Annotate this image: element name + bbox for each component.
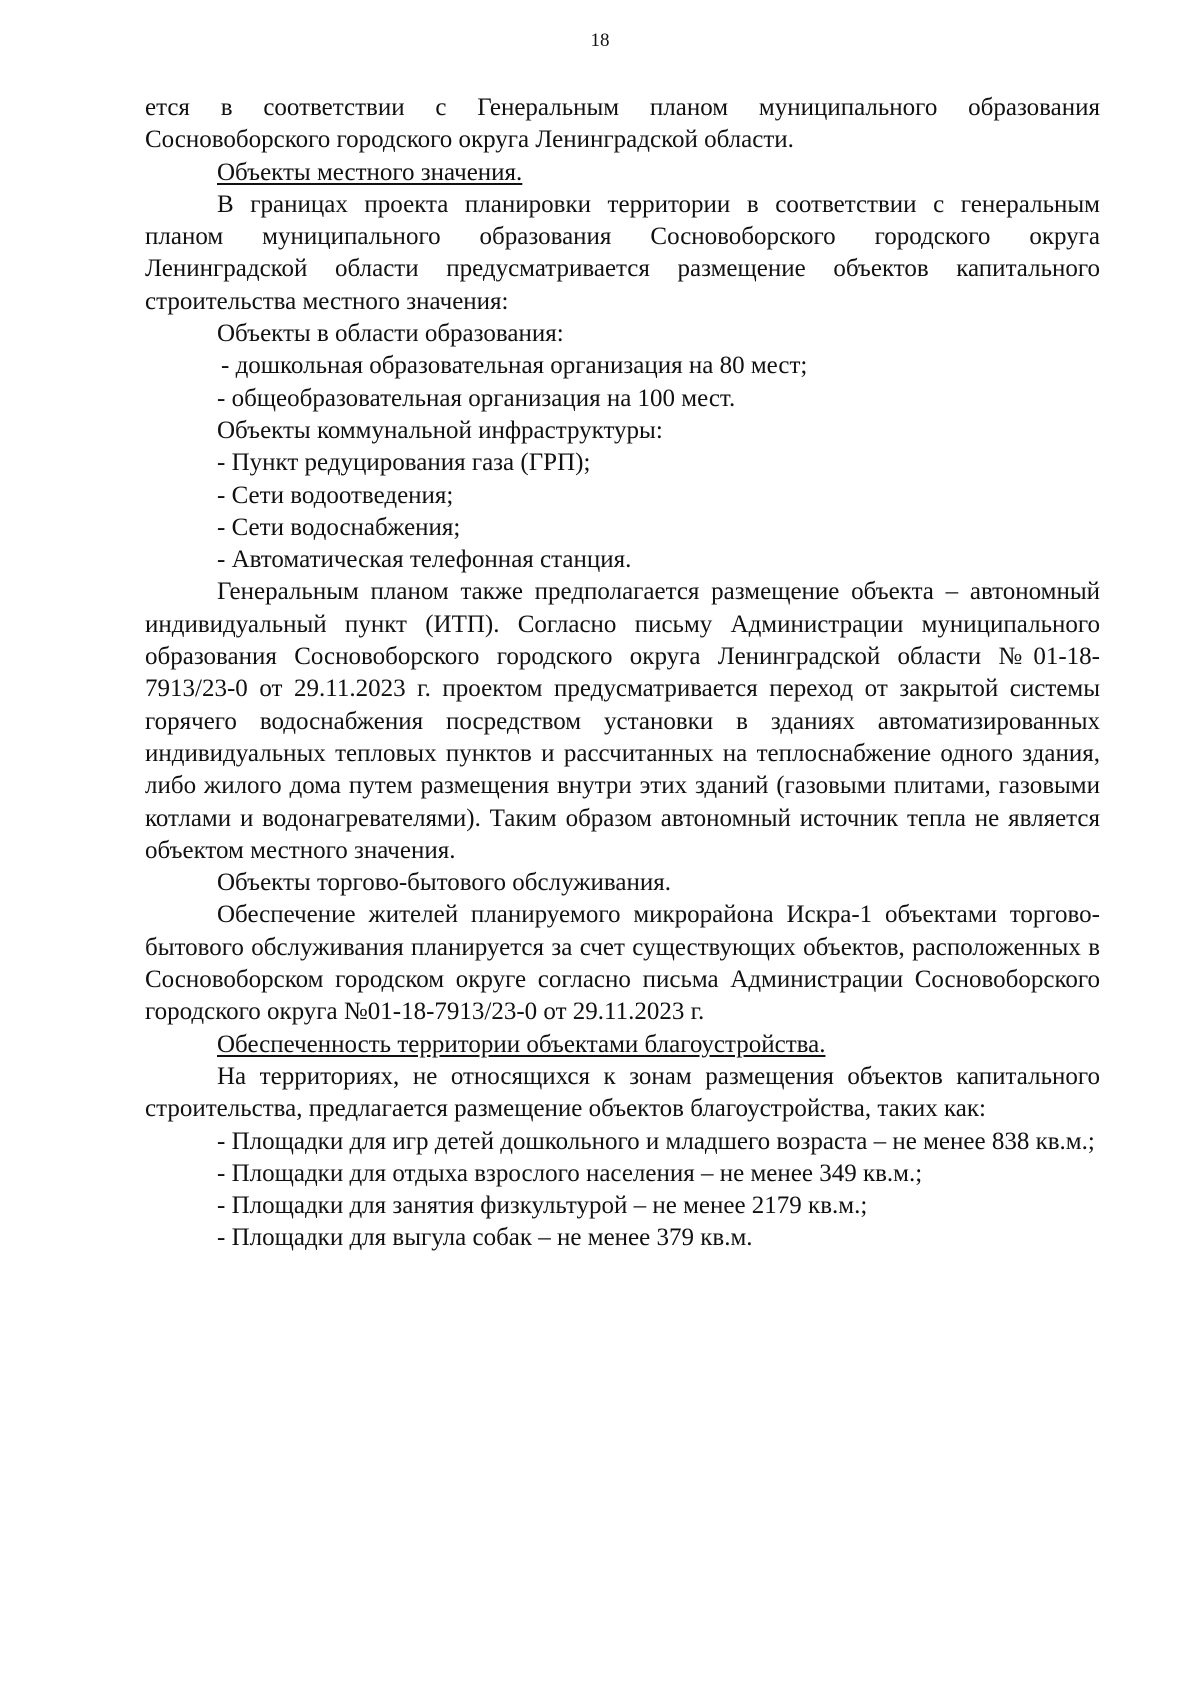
document-body bbox=[145, 92, 1100, 1255]
section-heading-local-objects: Объекты местного значения. bbox=[217, 158, 523, 186]
list-item: - Площадки для выгула собак – не менее 379 кв.м. bbox=[217, 1224, 753, 1252]
list-item: - Сети водоснабжения; bbox=[217, 513, 461, 541]
list-item: - Сети водоотведения; bbox=[217, 481, 454, 509]
paragraph-landscaping: На территориях, не относящихся к зонам размещения объектов капитального строительства, предлагается размещение объектов благоустройства, таких как: bbox=[145, 1062, 1100, 1123]
list-item: - Площадки для занятия физкультурой – не менее 2179 кв.м.; bbox=[217, 1192, 868, 1220]
list-item: - Площадки для отдыха взрослого населения – не менее 349 кв.м.; bbox=[217, 1159, 923, 1187]
subheading-education: Объекты в области образования: bbox=[217, 320, 564, 348]
list-item: - общеобразовательная организация на 100 мест. bbox=[217, 384, 736, 412]
list-item: - Пункт редуцирования газа (ГРП); bbox=[217, 449, 591, 477]
page-number: 18 bbox=[590, 30, 610, 51]
paragraph-planning-boundaries: В границах проекта планировки территории в соответствии с генеральным планом муниципального образования Сосновоборского городского округа Ленинградской области предусматривается размещение объектов капитального строительства местного значения: bbox=[145, 190, 1100, 315]
section-heading-landscaping: Обеспеченность территории объектами благоустройства. bbox=[217, 1030, 826, 1058]
paragraph-continuation: ется в соответствии с Генеральным планом муниципального образования Сосновоборского городского округа Ленинградской области. bbox=[145, 94, 1100, 154]
paragraph-trade-services: Обеспечение жителей планируемого микрорайона Искра-1 объектами торгово-бытового обслуживания планируется за счет существующих объектов, расположенных в Сосновоборском городском округе согласно письма Администрации Сосновоборского городского округа №01-18-7913/23-0 от 29.11.2023 г. bbox=[145, 901, 1100, 1026]
subheading-utilities: Объекты коммунальной инфраструктуры: bbox=[217, 416, 663, 444]
subheading-trade-services: Объекты торгово-бытового обслуживания. bbox=[217, 869, 671, 897]
paragraph-heating: Генеральным планом также предполагается размещение объекта – автономный индивидуальный пункт (ИТП). Согласно письму Администрации муниципального образования Сосновоборского городского округа Ленинградской области №01-18-7913/23-0 от 29.11.2023 г. проектом предусматривается переход от закрытой системы горячего водоснабжения посредством установки в зданиях автоматизированных индивидуальных тепловых пунктов и рассчитанных на теплоснабжение одного здания, либо жилого дома путем размещения внутри этих зданий (газовыми плитами, газовыми котлами и водонагревателями). Таким образом автономный источник тепла не является объектом местного значения. bbox=[145, 578, 1100, 864]
list-item: - Автоматическая телефонная станция. bbox=[217, 546, 632, 574]
list-item: - дошкольная образовательная организация на 80 мест; bbox=[221, 352, 808, 380]
list-item: - Площадки для игр детей дошкольного и младшего возраста – не менее 838 кв.м.; bbox=[217, 1127, 1095, 1155]
